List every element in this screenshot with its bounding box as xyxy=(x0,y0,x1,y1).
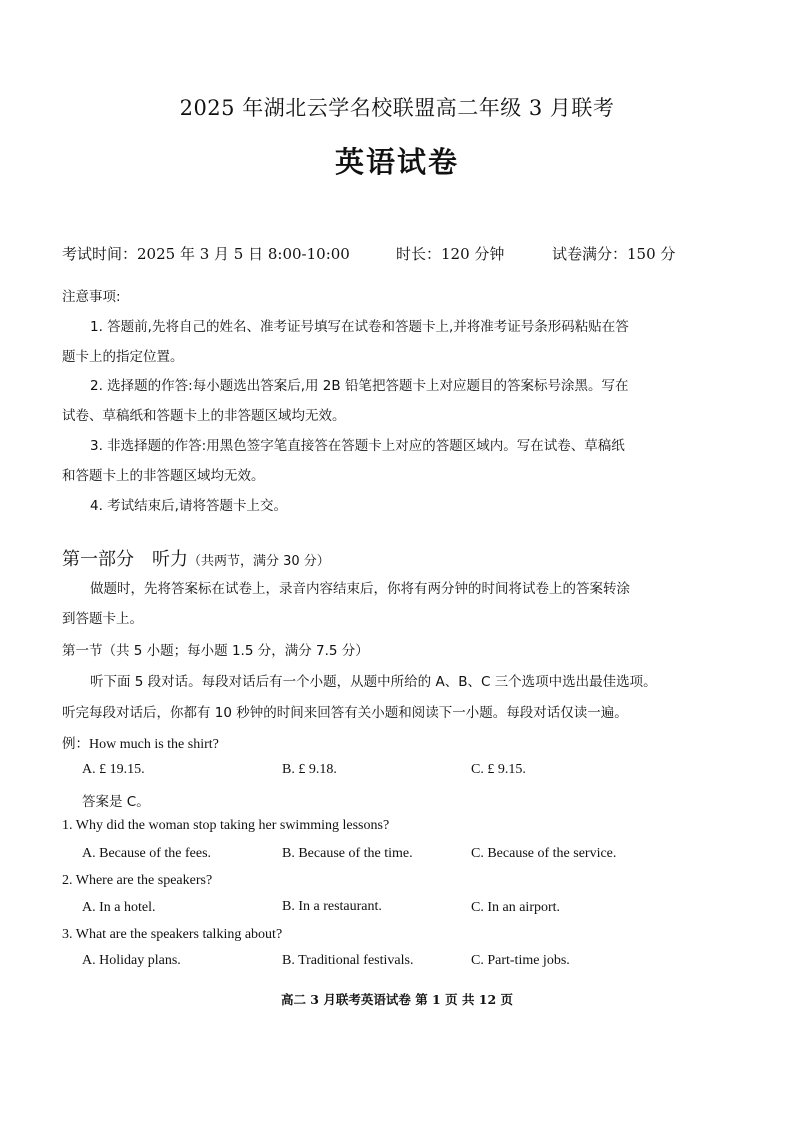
example-answer: 答案是 C。 xyxy=(82,794,150,810)
question-3-option-a: A. Holiday plans. xyxy=(82,953,181,968)
question-2-option-b: B. In a restaurant. xyxy=(282,899,382,914)
section1-line1: 听下面 5 段对话。每段对话后有一个小题，从题中所给的 A、B、C 三个选项中选出最佳选项。 xyxy=(90,674,657,690)
question-1-option-b: B. Because of the time. xyxy=(282,846,413,861)
question-1-option-a: A. Because of the fees. xyxy=(82,846,212,861)
exam-title: 2025 年湖北云学名校联盟高二年级 3 月联考 xyxy=(179,96,615,120)
example-option-b: B. £ 9.18. xyxy=(282,762,337,777)
example-option-a: A. £ 19.15. xyxy=(82,762,145,777)
question-3-option-c: C. Part-time jobs. xyxy=(471,953,570,968)
example-question xyxy=(62,732,219,753)
note-item-1-line2: 题卡上的指定位置。 xyxy=(62,349,184,365)
page-footer: 高二 3 月联考英语试卷 第 1 页 共 12 页 xyxy=(280,992,514,1007)
note-item-2-line2: 试卷、草稿纸和答题卡上的非答题区域均无效。 xyxy=(62,408,346,424)
section1-line2: 听完每段对话后，你都有 10 秒钟的时间来回答有关小题和阅读下一小题。每段对话仅读一遍。 xyxy=(62,705,628,721)
exam-duration: 时长：120 分钟 xyxy=(396,245,505,263)
exam-full-score: 试卷满分：150 分 xyxy=(552,245,676,263)
note-item-2-line1: 2. 选择题的作答:每小题选出答案后,用 2B 铅笔把答题卡上对应题目的答案标号涂黑。写在 xyxy=(90,378,629,394)
note-item-3-line2: 和答题卡上的非答题区域均无效。 xyxy=(62,468,265,484)
part1-heading xyxy=(62,545,330,571)
notes-heading: 注意事项: xyxy=(62,289,121,305)
example-option-c: C. £ 9.15. xyxy=(471,762,526,777)
question-3-stem: 3. What are the speakers talking about? xyxy=(62,927,283,942)
section1-heading: 第一节（共 5 小题；每小题 1.5 分，满分 7.5 分） xyxy=(62,643,369,659)
part1-intro-line2: 到答题卡上。 xyxy=(62,611,143,627)
question-1-option-c: C. Because of the service. xyxy=(471,846,617,861)
subject-title: 英语试卷 xyxy=(334,145,459,179)
part1-title: 第一部分 听力 xyxy=(62,549,188,570)
question-1-stem: 1. Why did the woman stop taking her swimming lessons? xyxy=(62,818,390,833)
part1-intro-line1: 做题时，先将答案标在试卷上，录音内容结束后，你将有两分钟的时间将试卷上的答案转涂 xyxy=(90,581,630,597)
question-2-option-c: C. In an airport. xyxy=(471,900,561,915)
question-2-option-a: A. In a hotel. xyxy=(82,900,156,915)
note-item-1-line1: 1. 答题前,先将自己的姓名、准考证号填写在试卷和答题卡上,并将准考证号条形码粘贴在答 xyxy=(90,319,629,335)
note-item-3-line1: 3. 非选择题的作答:用黑色签字笔直接答在答题卡上对应的答题区域内。写在试卷、草稿纸 xyxy=(90,438,625,454)
question-2-stem: 2. Where are the speakers? xyxy=(62,873,213,888)
note-item-4-line1: 4. 考试结束后,请将答题卡上交。 xyxy=(90,498,287,514)
example-prefix: 例： xyxy=(62,736,89,752)
part1-score-note: （共两节，满分 30 分） xyxy=(188,554,330,569)
question-3-option-b: B. Traditional festivals. xyxy=(282,953,414,968)
example-stem: How much is the shirt? xyxy=(89,737,219,752)
exam-time: 考试时间：2025 年 3 月 5 日 8:00-10:00 xyxy=(62,245,350,263)
